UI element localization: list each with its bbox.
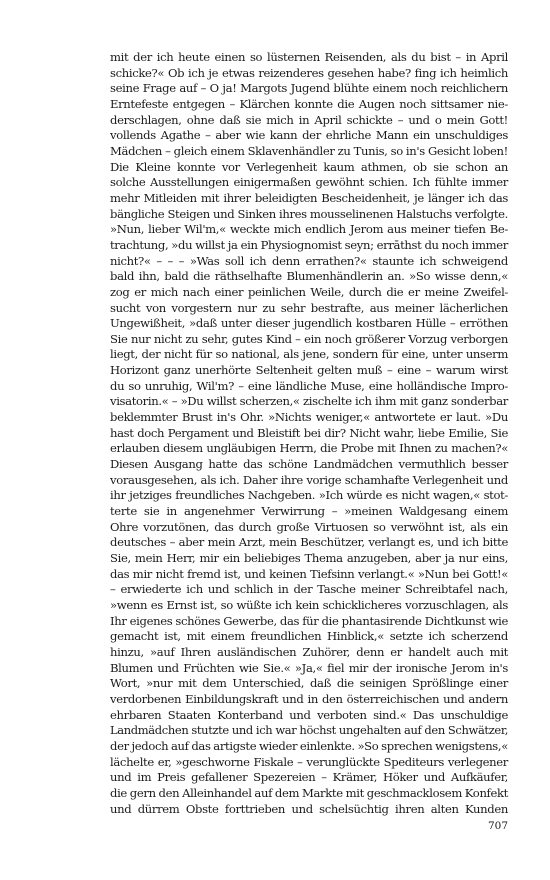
text-line: deutsches – aber mein Arzt, mein Beschützer, verlangt es, und ich bitte <box>110 535 508 550</box>
text-line: ehrbaren Staaten Konterband und verboten sind.« Das unschuldige <box>110 707 508 722</box>
text-line: Blumen und Früchten wie Sie.« »Ja,« fiel mir der ironische Jerom in's <box>110 660 508 675</box>
text-line: hast doch Pergament und Bleistift bei dir? Nicht wahr, liebe Emilie, Sie <box>110 425 508 440</box>
text-line: ihr jetziges freundliches Nachgeben. »Ich würde es nicht wagen,« stot- <box>110 488 508 503</box>
text-line: Diesen Ausgang hatte das schöne Landmädchen vermuthlich besser <box>110 457 508 472</box>
text-line: lächelte er, »geschworne Fiskale – verunglückte Spediteurs verlegener <box>110 754 508 769</box>
text-line: Mädchen – gleich einem Sklavenhändler zu Tunis, so in's Gesicht loben! <box>110 143 508 158</box>
text-line: mit der ich heute einen so lüsternen Reisenden, als du bist – in April <box>110 50 508 64</box>
text-line: seine Frage auf – O ja! Margots Jugend blühte einem noch reichlichern <box>110 81 508 96</box>
text-line: bängliche Steigen und Sinken ihres mousselinenen Halstuchs verfolgte. <box>110 206 508 221</box>
text-line: – erwiederte ich und schlich in der Tasche meiner Schreibtafel nach, <box>110 582 508 597</box>
body-text <box>110 50 508 817</box>
text-line: hinzu, »auf Ihren ausländischen Zuhörer, denn er handelt auch mit <box>110 644 508 659</box>
page-number: 707 <box>487 820 508 832</box>
text-line: du so unruhig, Wil'm? – eine ländliche Muse, eine holländische Impro- <box>110 378 508 393</box>
text-line: derschlagen, ohne daß sie mich in April schickte – und o mein Gott! <box>110 112 508 127</box>
text-line: »wenn es Ernst ist, so wüßte ich kein schicklicheres vorzuschlagen, als <box>110 597 508 612</box>
text-line: Ihr eigenes schönes Gewerbe, das für die phantasirende Dichtkunst wie <box>110 613 508 628</box>
text-line: vollends Agathe – aber wie kann der ehrliche Mann ein unschuldiges <box>110 128 508 143</box>
text-line: solche Ausstellungen einigermaßen gewöhnt schien. Ich fühlte immer <box>110 175 508 190</box>
text-line: verdorbenen Einbildungskraft und in den österreichischen und andern <box>110 691 508 706</box>
text-line: liegt, der nicht für so national, als jene, sondern für eine, unter unserm <box>110 347 508 362</box>
text-line: zog er mich nach einer peinlichen Weile, durch die er meine Zweifel- <box>110 284 508 299</box>
text-line: Erntefeste entgegen – Klärchen konnte die Augen noch sittsamer nie- <box>110 96 508 111</box>
text-line: Ohre vorzutönen, das durch große Virtuosen so verwöhnt ist, als ein <box>110 519 508 534</box>
text-line: terte sie in angenehmer Verwirrung – »meinen Waldgesang einem <box>110 504 508 519</box>
text-line: trachtung, »du willst ja ein Physiognomist seyn; errāthst du noch immer <box>110 237 508 252</box>
text-line: Die Kleine konnte vor Verlegenheit kaum athmen, ob sie schon an <box>110 159 508 174</box>
text-line: Ungewißheit, »daß unter dieser jugendlich kostbaren Hülle – erröthen <box>110 316 508 331</box>
text-line: das mir nicht fremd ist, und keinen Tiefsinn verlangt.« »Nun bei Gott!« <box>110 566 508 581</box>
text-line: der jedoch auf das artigste wieder einlenkte. »So sprechen wenigstens,« <box>110 738 508 753</box>
text-line: »Nun, lieber Wil'm,« weckte mich endlich Jerom aus meiner tiefen Be- <box>110 222 508 237</box>
text-line: Sie, mein Herr, mir ein beliebiges Thema anzugeben, aber ja nur eins, <box>110 551 508 565</box>
text-line: vorausgesehen, als ich. Daher ihre vorige schamhafte Verlegenheit und <box>110 472 508 487</box>
text-line: erlauben diesem ungläubigen Herrn, die Probe mit Ihnen zu machen?« <box>110 441 508 456</box>
text-line: bald ihn, bald die räthselhafte Blumenhändlerin an. »So wisse denn,« <box>110 269 508 284</box>
text-line: Landmädchen stutzte und ich war höchst ungehalten auf den Schwätzer, <box>110 723 508 738</box>
text-line: visatorin.« – »Du willst scherzen,« zischelte ich ihm mit ganz sonderbar <box>110 394 508 409</box>
text-line: nicht?« – – – »Was soll ich denn errathen?« staunte ich schweigend <box>110 253 508 268</box>
text-line: sucht von vorgestern nur zu sehr bestrafte, aus meiner lächerlichen <box>110 300 508 315</box>
text-line: mehr Mitleiden mit ihrer beleidigten Bescheidenheit, je länger ich das <box>110 190 508 205</box>
text-line: und im Preis gefallener Spezereien – Krämer, Höker und Aufkäufer, <box>110 770 508 785</box>
text-line: und dürrem Obste forttrieben und schelsüchtig ihren alten Kunden <box>110 801 508 816</box>
text-line: schicke?« Ob ich je etwas reizenderes gesehen habe? fing ich heimlich <box>110 65 508 80</box>
text-line: gemacht ist, mit einem freundlichen Hinblick,« setzte ich scherzend <box>110 629 508 644</box>
text-line: Wort, »nur mit dem Unterschied, daß die seinigen Sprößlinge einer <box>110 676 508 691</box>
text-line: beklemmter Brust in's Ohr. »Nichts weniger,« antwortete er laut. »Du <box>110 410 508 425</box>
text-line: die gern den Alleinhandel auf dem Markte mit geschmacklosem Konfekt <box>110 785 508 800</box>
text-line: Sie nur nicht zu sehr, gutes Kind – ein noch größerer Vorzug verborgen <box>110 331 508 346</box>
text-line: Horizont ganz unerhörte Seltenheit gelten muß – eine – warum wirst <box>110 363 508 378</box>
